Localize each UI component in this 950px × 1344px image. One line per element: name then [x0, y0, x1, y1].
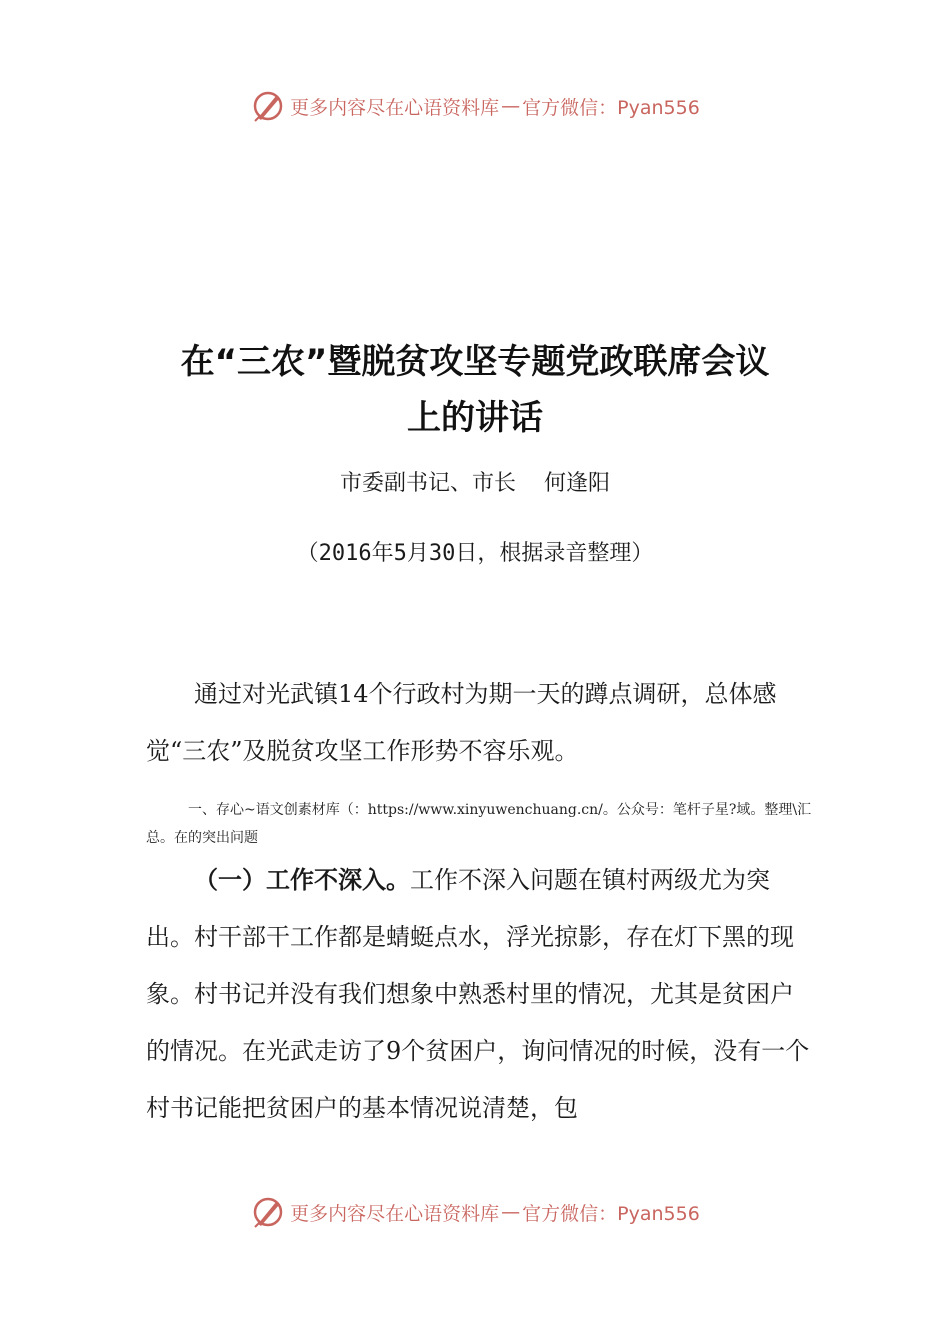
- section-1-paragraph: [146, 852, 816, 1137]
- banner-wechat: 官方微信：Pyan556: [522, 1202, 700, 1225]
- speech-date: （2016年5月30日，根据录音整理）: [296, 541, 654, 566]
- intro-paragraph: 通过对光武镇14个行政村为期一天的蹲点调研，总体感觉“三农”及脱贫攻坚工作形势不容乐观。: [146, 680, 777, 765]
- page-title-line-1: 在“三农”暨脱贫攻坚专题党政联席会议: [180, 342, 770, 382]
- pen-logo-icon: [250, 88, 286, 124]
- banner-text: 更多内容尽在心语资料库: [290, 1202, 500, 1225]
- section-1-text: 工作不深入问题在镇村两级尤为突出。村干部干工作都是蜻蜓点水，浮光掠影，存在灯下黑的现象。村书记并没有我们想象中熟悉村里的情况，尤其是贫困户的情况。在光武走访了9个贫困户，询问情况的时候，没有一个村书记能把贫困户的基本情况说清楚，包: [146, 866, 810, 1122]
- inserted-note: 一、存心~语文创素材库（：https://www.xinyuwenchuang.cn/。公众号：笔杆子星?域。整理\汇总。在的突出问题: [146, 802, 812, 846]
- header-watermark-banner: [0, 86, 950, 126]
- banner-separator: —: [501, 1201, 521, 1223]
- page-title-line-2: 上的讲话: [407, 398, 543, 438]
- banner-text: 更多内容尽在心语资料库: [290, 96, 500, 119]
- banner-wechat: 官方微信：Pyan556: [522, 96, 700, 119]
- footer-watermark-banner: [0, 1192, 950, 1232]
- author-name: 何逢阳: [544, 471, 611, 496]
- banner-separator: —: [501, 95, 521, 117]
- section-1-heading: （一）工作不深入。: [194, 866, 410, 894]
- pen-logo-icon: [250, 1194, 286, 1230]
- author-position: 市委副书记、市长: [339, 471, 516, 496]
- author-byline: [0, 466, 950, 497]
